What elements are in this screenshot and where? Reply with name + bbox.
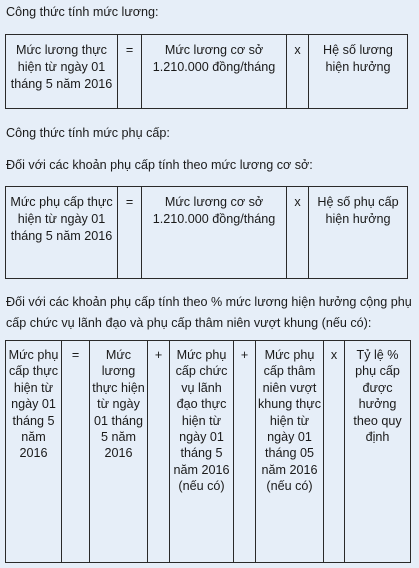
- allowance-rate-cell: Tỷ lệ % phụ cấp được hưởng theo quy định: [345, 341, 411, 563]
- multiply-sign: x: [324, 341, 345, 563]
- salary-formula-table: [5, 34, 408, 109]
- equals-sign: =: [118, 187, 142, 279]
- current-salary-cell: Mức lương thực hiện từ ngày 01 tháng 5 năm 2016: [90, 341, 148, 563]
- equals-sign: =: [118, 35, 142, 109]
- salary-result-cell: Mức lương thực hiện từ ngày 01 tháng 5 năm 2016: [6, 35, 118, 109]
- heading-salary-formula: Công thức tính mức lương:: [6, 5, 159, 19]
- subheading-percent-allowance: Đối với các khoản phụ cấp tính theo % mức lương hiện hưởng cộng phụ cấp chức vụ lãnh đạo và phụ cấp thâm niên vượt khung (nếu có):: [6, 295, 412, 330]
- heading-allowance-formula: Công thức tính mức phụ cấp:: [6, 126, 170, 140]
- allowance-result-cell: Mức phụ cấp thực hiện từ ngày 01 tháng 5 năm 2016: [6, 341, 62, 563]
- base-salary-cell: Mức lương cơ sở 1.210.000 đồng/tháng: [142, 187, 287, 279]
- salary-coefficient-cell: Hệ số lương hiện hưởng: [309, 35, 408, 109]
- allowance-coefficient-cell: Hệ số phụ cấp hiện hưởng: [309, 187, 408, 279]
- seniority-allowance-cell: Mức phụ cấp thâm niên vượt khung thực hiện từ ngày 01 tháng 05 năm 2016 (nếu có): [256, 341, 324, 563]
- plus-sign: +: [148, 341, 170, 563]
- allowance-result-cell: Mức phụ cấp thực hiện từ ngày 01 tháng 5 năm 2016: [6, 187, 118, 279]
- allowance-percent-formula-table: [5, 340, 411, 563]
- multiply-sign: x: [287, 35, 309, 109]
- equals-sign: =: [62, 341, 90, 563]
- multiply-sign: x: [287, 187, 309, 279]
- base-salary-cell: Mức lương cơ sở 1.210.000 đồng/tháng: [142, 35, 287, 109]
- subheading-base-salary-allowance: Đối với các khoản phụ cấp tính theo mức lương cơ sở:: [6, 158, 313, 172]
- allowance-base-formula-table: [5, 186, 408, 279]
- leadership-allowance-cell: Mức phụ cấp chức vụ lãnh đạo thực hiện từ ngày 01 tháng 5 năm 2016 (nếu có): [170, 341, 234, 563]
- plus-sign: +: [234, 341, 256, 563]
